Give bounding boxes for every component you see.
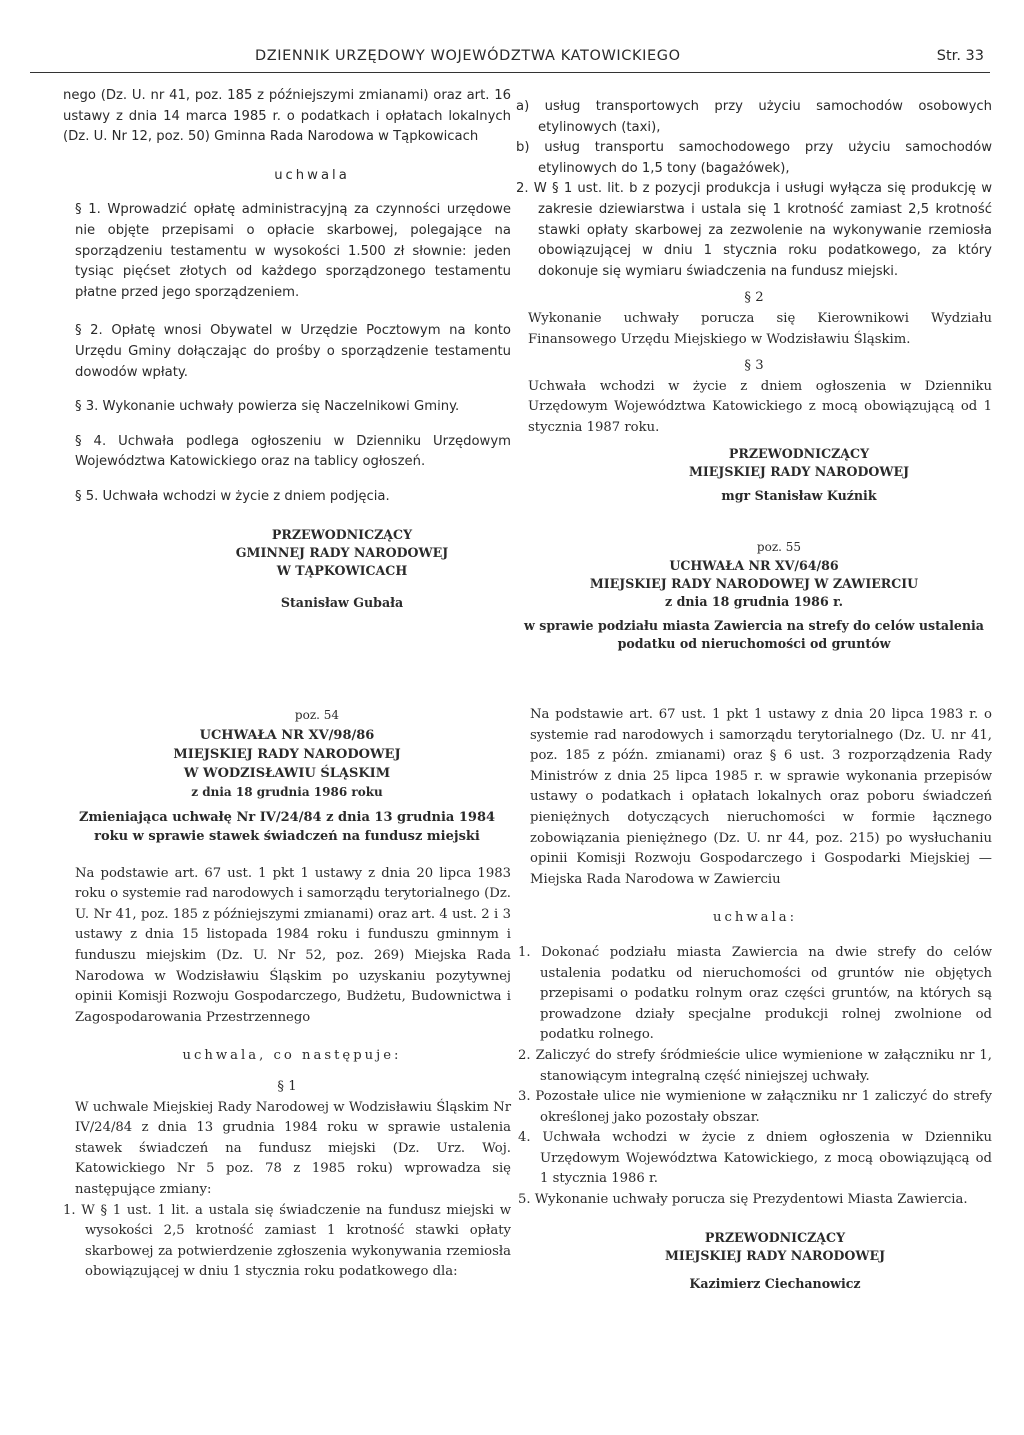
resolution-date: z dnia 18 grudnia 1986 roku (191, 784, 383, 799)
section-3-text: Uchwała wchodzi w życie z dniem ogłoszenia w Dzienniku Urzędowym Województwa Katowickiego z mocą obowiązującą od 1 stycznia 1987 roku. (528, 378, 992, 435)
resolution-subject: w sprawie podziału miasta Zawiercia na strefy do celów ustalenia podatku od nieruchomości od gruntów (524, 618, 984, 652)
poz-54: poz. 54 (294, 708, 340, 722)
intro-paragraph: Na podstawie art. 67 ust. 1 pkt 1 ustawy z dnia 20 lipca 1983 roku o systemie rad narodowych i samorządu terytorialnego (Dz. U. Nr 41, poz. 185 z późniejszymi zmianami) oraz art. 4 ust. 2 i 3 ustawy z dnia 15 listopada 1984 roku i funduszu gminnym i funduszu miejskim (Dz. U. Nr 52, poz. 269) Miejska Rada Narodowa w Wodzisławiu Śląskim po uzyskaniu pozytywnej opinii Komisji Rozwoju Gospodarczego, Budżetu, Budownictwa i Zagospodarowania Przestrzennego (75, 865, 511, 1025)
intro-paragraph: Na podstawie art. 67 ust. 1 pkt 1 ustawy z dnia 20 lipca 1983 r. o systemie rad narodowych i samorządu terytorialnego (Dz. U. nr 41, poz. 185 z późn. zmianami) oraz § 6 ust. 3 rozporządzenia Rady Ministrów z dnia 25 lipca 1985 r. w sprawie wykonania przepisów ustawy o podatkach i opłatach lokalnych oraz poboru świadczeń pieniężnych dotyczących nieruchomości w formie łącznego zobowiązania pieniężnego (Dz. U. nr 44, poz. 215) po wysłuchaniu opinii Komisji Rozwoju Gospodarczego i Gospodarki Miejskiej — Miejska Rada Narodowa w Zawierciu (530, 707, 992, 887)
resolution-subject: Zmieniająca uchwałę Nr IV/24/84 z dnia 13 grudnia 1984 roku w sprawie stawek świadczeń na fundusz miejski (78, 809, 496, 844)
signature-name: Stanisław Gubała (280, 594, 404, 610)
item-2: 2. W § 1 ust. lit. b z pozycji produkcja i usługi wyłącza się produkcję w zakresie dziewiarstwa i ustala się 1 krotność zamiast 2,5 krotność stawki opłaty skarbowej za zezwolenie na wykonywanie rzemiosła obowiązującej w dniu 1 stycznia roku podatkowego, za który dokonuje się wymiaru świadczenia na fundusz miejski. (516, 181, 992, 279)
paragraph-5: § 5. Uchwała wchodzi w życie z dniem podjęcia. (75, 488, 390, 504)
signature-title: PRZEWODNICZĄCY (728, 445, 870, 461)
signature-title: PRZEWODNICZĄCY (271, 526, 413, 542)
item-5: 5. Wykonanie uchwały porucza się Prezydentowi Miasta Zawiercia. (518, 1192, 968, 1208)
resolution-number: UCHWAŁA NR XV/98/86 (199, 727, 375, 743)
page-header (30, 44, 990, 72)
item-3: 3. Pozostałe ulice nie wymienione w załączniku nr 1 zaliczyć do strefy określonej jako pozostały obszar. (518, 1089, 992, 1125)
paragraph-3: § 3. Wykonanie uchwały powierza się Naczelnikowi Gminy. (75, 399, 460, 415)
journal-title: DZIENNIK URZĘDOWY WOJEWÓDZTWA KATOWICKIEGO (255, 48, 681, 64)
item-1: 1. W § 1 ust. 1 lit. a ustala się świadczenie na fundusz miejski w wysokości 2,5 krotność zamiast 1 krotność stawki opłaty skarbowej za potwierdzenie zgłoszenia wykonywania rzemiosła obowiązującej w dniu 1 stycznia roku podatkowego dla: (63, 1202, 511, 1280)
uchwala-heading: uchwala: (712, 910, 798, 926)
paragraph-4: § 4. Uchwała podlega ogłoszeniu w Dzienniku Urzędowym Województwa Katowickiego oraz na tablicy ogłoszeń. (75, 433, 511, 470)
item-b: b) usług transportu samochodowego przy użyciu samochodów etylinowych do 1,5 tony (bagażówek), (516, 140, 992, 176)
left-top-column (63, 86, 511, 612)
left-bottom-column (63, 705, 511, 1283)
section-3-heading: § 3 (744, 358, 764, 374)
signature-name: mgr Stanisław Kuźnik (721, 487, 877, 503)
signature-block-gubala (63, 526, 511, 612)
signature-name: Kazimierz Ciechanowicz (689, 1275, 861, 1291)
uchwala-heading: uchwala, co następuje: (182, 1048, 402, 1064)
right-bottom-column (518, 705, 992, 1293)
paragraph-1: § 1. Wprowadzić opłatę administracyjną za czynności urzędowe nie objęte przepisami o opłacie skarbowej, polegające na sporządzeniu testamentu w wysokości 1.500 zł słownie: jeden tysiąc pięćset złotych od każdego sporządzonego testamentu płatne przed jego sporządzeniem. (75, 202, 511, 300)
item-2: 2. Zaliczyć do strefy śródmieście ulice wymienione w załączniku nr 1, stanowiącym integralną część niniejszej uchwały. (518, 1047, 992, 1084)
page-number: Str. 33 (936, 48, 984, 64)
right-top-column (516, 97, 992, 653)
paragraph-2: § 2. Opłatę wnosi Obywatel w Urzędzie Pocztowym na konto Urzędu Gminy dołączając do prośby o sporządzenie testamentu dowodów wpłaty. (75, 323, 511, 380)
resolution-council: MIEJSKIEJ RADY NARODOWEJ W ZAWIERCIU (589, 576, 919, 592)
intro-paragraph: nego (Dz. U. nr 41, poz. 185 z późniejszymi zmianami) oraz art. 16 ustawy z dnia 14 marca 1985 r. o podatkach i opłatach lokalnych (Dz. U. Nr 12, poz. 50) Gminna Rada Narodowa w Tąpkowicach (63, 88, 511, 145)
signature-place: W TĄPKOWICACH (276, 562, 408, 578)
signature-title: PRZEWODNICZĄCY (704, 1229, 846, 1245)
section-2-heading: § 2 (744, 290, 764, 306)
item-4: 4. Uchwała wchodzi w życie z dniem ogłoszenia w Dzienniku Urzędowym Województwa Katowickiego, z mocą obowiązującą od 1 stycznia 1986 r. (518, 1130, 992, 1187)
signature-council: MIEJSKIEJ RADY NARODOWEJ (664, 1247, 886, 1263)
signature-block-kuznik (516, 445, 992, 505)
signature-block-ciechanowicz (518, 1229, 992, 1293)
resolution-council: MIEJSKIEJ RADY NARODOWEJ (173, 746, 401, 762)
resolution-55-header (516, 557, 992, 653)
section-2-text: Wykonanie uchwały porucza się Kierownikowi Wydziału Finansowego Urzędu Miejskiego w Wodzisławiu Śląskim. (528, 310, 992, 347)
resolution-city: W WODZISŁAWIU ŚLĄSKIM (183, 765, 391, 781)
resolution-54-header (63, 726, 511, 846)
signature-council: GMINNEJ RADY NARODOWEJ (235, 544, 449, 560)
signature-council: MIEJSKIEJ RADY NARODOWEJ (688, 463, 910, 479)
poz-55: poz. 55 (756, 539, 802, 554)
resolution-date: z dnia 18 grudnia 1986 r. (665, 594, 843, 610)
section-1-text: W uchwale Miejskiej Rady Narodowej w Wodzisławiu Śląskim Nr IV/24/84 z dnia 13 grudnia 1984 roku w sprawie ustalenia stawek świadczeń na fundusz miejski (Dz. Urz. Woj. Katowickiego Nr 5 poz. 78 z 1985 roku) wprowadza się następujące zmiany: (75, 1099, 511, 1197)
header-rule (30, 72, 990, 73)
uchwala-heading: uchwala (274, 167, 350, 183)
item-a: a) usług transportowych przy użyciu samochodów osobowych etylinowych (taxi), (516, 99, 992, 135)
resolution-number: UCHWAŁA NR XV/64/86 (669, 558, 839, 574)
item-1: 1. Dokonać podziału miasta Zawiercia na dwie strefy do celów ustalenia podatku od nieruchomości od gruntów nie objętych przepisami o podatku rolnym oraz części gruntów, na których są prowadzone działy specjalne produkcji rolnej zwolnione od podatku rolnego. (518, 944, 992, 1043)
section-1-heading: § 1 (277, 1078, 297, 1094)
